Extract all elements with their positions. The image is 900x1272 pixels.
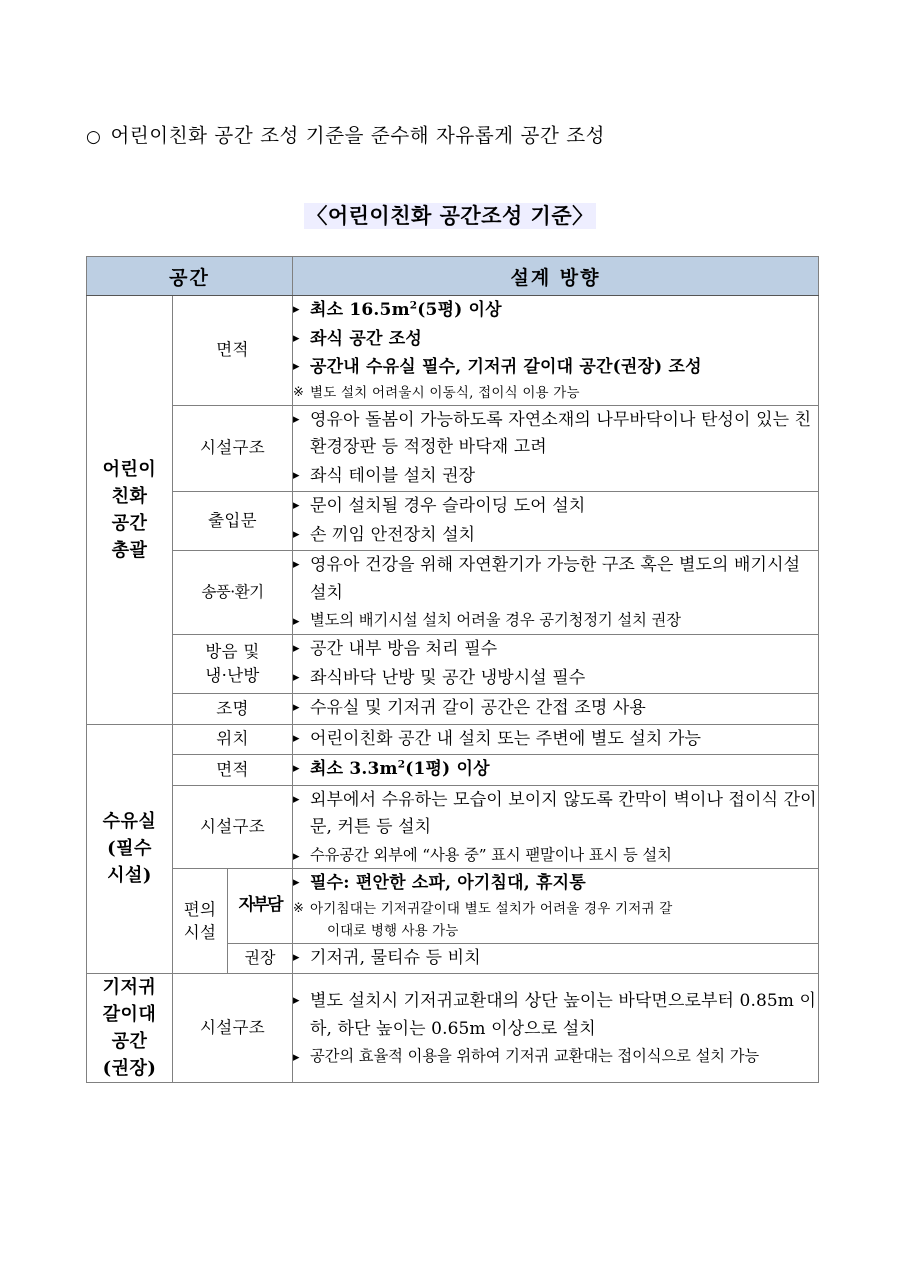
list-item: ▸ 어린이친화 공간 내 설치 또는 주변에 별도 설치 가능 xyxy=(293,726,818,754)
sub-label-self-funded: 자부담 xyxy=(228,869,293,943)
item-list xyxy=(293,756,818,784)
header-cell-space: 공간 xyxy=(87,257,293,296)
item-list xyxy=(293,407,818,491)
table-row xyxy=(87,724,819,755)
superscript: 2 xyxy=(409,299,418,312)
row-label-entrance: 출입문 xyxy=(173,492,293,551)
item-list xyxy=(293,552,818,633)
row-label-line: 방음 및 xyxy=(205,642,260,662)
section-label-line: 수유실 xyxy=(102,811,157,833)
row-label-facility-structure: 시설구조 xyxy=(173,405,293,492)
list-item: ▸ 영유아 건강을 위해 자연환기가 가능한 구조 혹은 별도의 배기시설 설치 xyxy=(293,552,818,607)
item-text-tail: (5평) 이상 xyxy=(417,300,502,320)
list-item-note: ※ 별도 설치 어려울시 이동식, 접이식 이용 가능 xyxy=(293,383,818,404)
row-label-nursing-structure: 시설구조 xyxy=(173,785,293,869)
list-item: ▸ 외부에서 수유하는 모습이 보이지 않도록 칸막이 벽이나 접이식 간이문, 커튼 등 설치 xyxy=(293,787,818,842)
space-standards-table xyxy=(86,256,819,1083)
section-label-nursing-room xyxy=(87,724,173,974)
item-list xyxy=(293,988,818,1069)
list-item xyxy=(293,297,818,325)
row-label-soundproof-hvac xyxy=(173,635,293,694)
list-item: ▸ 좌식바닥 난방 및 공간 냉방시설 필수 xyxy=(293,665,818,693)
content-cell-lighting xyxy=(293,694,819,725)
item-list xyxy=(293,297,818,404)
list-item-note: ※ 아기침대는 기저귀갈이대 별도 설치가 어려울 경우 기저귀 갈 xyxy=(293,899,818,920)
section-label-line: 기저귀 xyxy=(102,977,157,999)
table-row xyxy=(87,492,819,551)
table-caption-text: 〈어린이친화 공간조성 기준〉 xyxy=(306,204,594,228)
row-label-line: 편의 xyxy=(183,899,217,919)
sub-label-recommended: 권장 xyxy=(228,943,293,974)
item-list xyxy=(293,726,818,754)
intro-text: 어린이친화 공간 조성 기준을 준수해 자유롭게 공간 조성 xyxy=(110,124,606,147)
row-label-nursing-area: 면적 xyxy=(173,755,293,786)
table-row xyxy=(87,296,819,406)
list-item: ▸ 영유아 돌봄이 가능하도록 자연소재의 나무바닥이나 탄성이 있는 친환경장판 등 적정한 바닥재 고려 xyxy=(293,407,818,462)
section-label-line: (필수 xyxy=(107,838,152,860)
list-item: ▸ 별도 설치시 기저귀교환대의 상단 높이는 바닥면으로부터 0.85m 이하, 하단 높이는 0.65m 이상으로 설치 xyxy=(293,988,818,1043)
row-label-line: 냉·난방 xyxy=(205,666,260,686)
section-label-line: 공간 xyxy=(111,512,148,534)
item-text: 최소 3.3m xyxy=(310,759,398,780)
content-cell-ventilation xyxy=(293,551,819,635)
section-label-line: 총괄 xyxy=(111,539,148,561)
list-item: ▸ 문이 설치될 경우 슬라이딩 도어 설치 xyxy=(293,493,818,521)
section-label-line: 친화 xyxy=(111,485,148,507)
section-label-line: 갈이대 xyxy=(102,1004,157,1026)
list-item xyxy=(293,756,818,784)
table-row xyxy=(87,551,819,635)
list-item: ▸ 공간내 수유실 필수, 기저귀 갈이대 공간(권장) 조성 xyxy=(293,354,818,382)
table-caption xyxy=(0,200,900,230)
row-label-area: 면적 xyxy=(173,296,293,406)
item-list xyxy=(293,787,818,868)
header-cell-design: 설계 방향 xyxy=(293,257,819,296)
item-list xyxy=(293,695,818,723)
row-label-lighting: 조명 xyxy=(173,694,293,725)
row-label-diaper-structure: 시설구조 xyxy=(173,974,293,1083)
section-label-overall xyxy=(87,296,173,725)
section-label-line: (권장) xyxy=(102,1058,157,1080)
content-cell-nursing-area xyxy=(293,755,819,786)
circle-bullet-icon: ○ xyxy=(86,127,102,147)
item-text: 최소 16.5m xyxy=(310,300,410,320)
intro-bullet-line xyxy=(86,120,605,148)
table-row xyxy=(87,694,819,725)
row-label-convenience xyxy=(173,869,228,974)
content-cell-soundproof-hvac xyxy=(293,635,819,694)
content-cell-diaper-structure xyxy=(293,974,819,1083)
section-label-diaper-changing xyxy=(87,974,173,1083)
list-item: ▸ 수유실 및 기저귀 갈이 공간은 간접 조명 사용 xyxy=(293,695,818,723)
table-row xyxy=(87,755,819,786)
table-row xyxy=(87,635,819,694)
item-list xyxy=(293,945,818,973)
content-cell-location xyxy=(293,724,819,755)
item-list xyxy=(293,870,818,941)
list-item: ▸ 공간의 효율적 이용을 위하여 기저귀 교환대는 접이식으로 설치 가능 xyxy=(293,1044,818,1069)
list-item: ▸ 수유공간 외부에 “사용 중” 표시 팯말이나 표시 등 설치 xyxy=(293,843,818,868)
section-label-line: 공간 xyxy=(111,1031,148,1053)
table-header-row xyxy=(87,257,819,296)
content-cell-recommended xyxy=(293,943,819,974)
row-label-line: 시설 xyxy=(183,923,217,943)
superscript: 2 xyxy=(397,758,406,771)
list-item: ▸ 필수: 편안한 소파, 아기침대, 휴지통 xyxy=(293,870,818,898)
section-label-line: 시설) xyxy=(107,865,152,887)
list-item: ▸ 손 끼임 안전장치 설치 xyxy=(293,522,818,550)
item-text-tail: (1평) 이상 xyxy=(405,759,490,780)
content-cell-self-funded xyxy=(293,869,819,943)
content-cell-entrance xyxy=(293,492,819,551)
list-item: ▸ 좌식 테이블 설치 권장 xyxy=(293,463,818,491)
section-label-line: 어린이 xyxy=(102,458,157,480)
list-item-note: 이대로 병행 사용 가능 xyxy=(327,922,459,939)
content-cell-area xyxy=(293,296,819,406)
table-row xyxy=(87,974,819,1083)
item-list xyxy=(293,493,818,549)
list-item: ▸ 기저귀, 물티슈 등 비치 xyxy=(293,945,818,973)
row-label-ventilation: 송풍·환기 xyxy=(173,551,293,635)
item-list xyxy=(293,636,818,692)
content-cell-nursing-structure xyxy=(293,785,819,869)
list-item: ▸ 좌식 공간 조성 xyxy=(293,326,818,354)
row-label-location: 위치 xyxy=(173,724,293,755)
list-item: ▸ 별도의 배기시설 설치 어려울 경우 공기청정기 설치 권장 xyxy=(293,608,818,633)
list-item: ▸ 공간 내부 방음 처리 필수 xyxy=(293,636,818,664)
table-row xyxy=(87,405,819,492)
content-cell-facility-structure xyxy=(293,405,819,492)
table-row xyxy=(87,869,819,943)
table-row xyxy=(87,785,819,869)
